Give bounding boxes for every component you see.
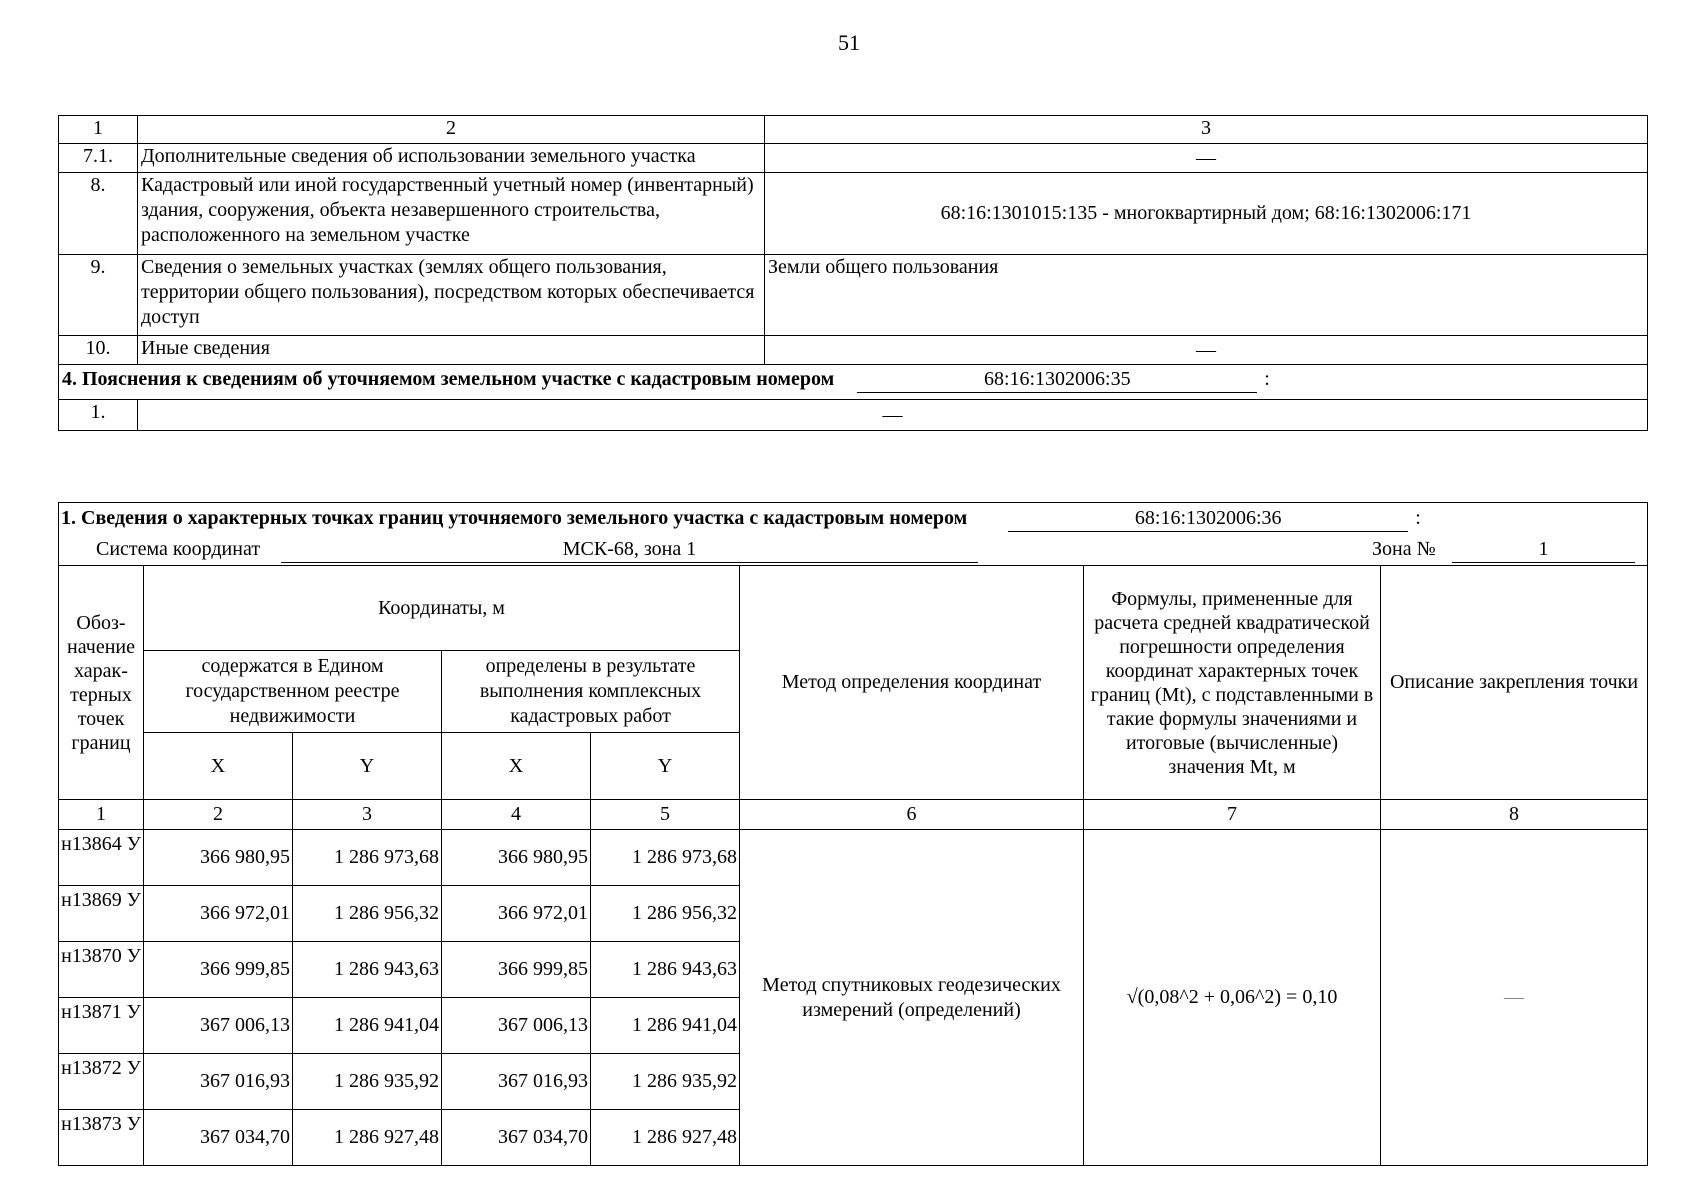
x-kkr: 367 006,13	[442, 998, 591, 1054]
y-egrn: 1 286 956,32	[293, 886, 442, 942]
coord-system-label: Система координат	[96, 537, 261, 560]
col-number: 5	[591, 800, 740, 830]
y-egrn: 1 286 927,48	[293, 1110, 442, 1166]
col-header-2: 2	[138, 116, 765, 144]
x-kkr: 366 972,01	[442, 886, 591, 942]
section4-cadastral-number: 68:16:1302006:35	[857, 367, 1257, 393]
col-number: 6	[740, 800, 1084, 830]
row-value: —	[765, 336, 1648, 365]
section4-colon: :	[1264, 368, 1270, 390]
row-value: Земли общего пользования	[765, 255, 1648, 336]
x-header: X	[144, 733, 293, 800]
desc-header: Описание закрепления точки	[1381, 566, 1648, 800]
point-name: н13873 У	[59, 1110, 144, 1166]
x-egrn: 366 999,85	[144, 942, 293, 998]
row-value: 68:16:1301015:135 - многоквартирный дом; 68:16:1302006:171	[765, 173, 1648, 255]
x-egrn: 366 972,01	[144, 886, 293, 942]
col-header-3: 3	[765, 116, 1648, 144]
y-kkr: 1 286 943,63	[591, 942, 740, 998]
col-number: 4	[442, 800, 591, 830]
section4-title: 4. Пояснения к сведениям об уточняемом земельном участке с кадастровым номером	[62, 368, 835, 390]
coord-system-cell	[59, 537, 1648, 566]
row-label: Сведения о земельных участках (землях общего пользования, территории общего пользования), посредством которых обеспечивается доступ	[138, 255, 765, 336]
row-value: —	[765, 144, 1648, 173]
coords-header: Координаты, м	[144, 566, 740, 651]
zone-label: Зона №	[1372, 537, 1436, 560]
page-number: 51	[838, 30, 860, 55]
row-number: 8.	[59, 173, 138, 255]
row-label: Кадастровый или иной государственный учетный номер (инвентарный) здания, сооружения, объекта незавершенного строительства, расположенного на земельном участке	[138, 173, 765, 255]
y-egrn: 1 286 935,92	[293, 1054, 442, 1110]
desc-value: —	[1381, 830, 1648, 1166]
x-egrn: 367 006,13	[144, 998, 293, 1054]
method-value: Метод спутниковых геодезических измерений (определений)	[740, 830, 1084, 1166]
point-name: н13871 У	[59, 998, 144, 1054]
point-name: н13872 У	[59, 1054, 144, 1110]
row-number: 1.	[59, 400, 138, 431]
col-number: 1	[59, 800, 144, 830]
y-egrn: 1 286 943,63	[293, 942, 442, 998]
row-number: 9.	[59, 255, 138, 336]
point-header: Обоз-начение харак-терных точек границ	[59, 566, 144, 800]
y-egrn: 1 286 973,68	[293, 830, 442, 886]
table-row	[59, 255, 1648, 336]
point-name: н13869 У	[59, 886, 144, 942]
row-number: 7.1.	[59, 144, 138, 173]
x-kkr: 367 016,93	[442, 1054, 591, 1110]
x-egrn: 367 016,93	[144, 1054, 293, 1110]
method-header: Метод определения координат	[740, 566, 1084, 800]
section4-title-cell	[59, 365, 1648, 400]
x-kkr: 366 980,95	[442, 830, 591, 886]
coord-system-row	[59, 537, 1648, 566]
x-header: X	[442, 733, 591, 800]
col-header-1: 1	[59, 116, 138, 144]
zone-value: 1	[1452, 537, 1635, 563]
col-number-row	[59, 800, 1648, 830]
land-plot-info-table	[58, 115, 1648, 431]
formula-value: √(0,08^2 + 0,06^2) = 0,10	[1084, 830, 1381, 1166]
y-kkr: 1 286 927,48	[591, 1110, 740, 1166]
y-kkr: 1 286 941,04	[591, 998, 740, 1054]
y-header: Y	[591, 733, 740, 800]
x-egrn: 366 980,95	[144, 830, 293, 886]
col-number: 8	[1381, 800, 1648, 830]
points-title: 1. Сведения о характерных точках границ уточняемого земельного участка с кадастровым номером	[61, 507, 968, 529]
y-kkr: 1 286 935,92	[591, 1054, 740, 1110]
formula-header: Формулы, примененные для расчета средней квадратической погрешности определения координат характерных точек границ (Mt), с подставленными в такие формулы значениями и итоговые (вычисленные) значения Mt, м	[1084, 566, 1381, 800]
coord-system-line	[61, 537, 1645, 565]
egrn-header: содержатся в Едином государственном реестре недвижимости	[144, 651, 442, 733]
table-row	[59, 144, 1648, 173]
y-kkr: 1 286 973,68	[591, 830, 740, 886]
y-kkr: 1 286 956,32	[591, 886, 740, 942]
points-colon: :	[1415, 507, 1421, 529]
col-number: 2	[144, 800, 293, 830]
x-kkr: 367 034,70	[442, 1110, 591, 1166]
section4-title-row	[59, 365, 1648, 400]
kkr-header: определены в результате выполнения комплексных кадастровых работ	[442, 651, 740, 733]
y-header: Y	[293, 733, 442, 800]
points-cadastral-number: 68:16:1302006:36	[1008, 506, 1408, 532]
points-title-cell	[59, 503, 1648, 537]
coord-system-value: МСК-68, зона 1	[281, 537, 978, 563]
points-title-row	[59, 503, 1648, 537]
y-egrn: 1 286 941,04	[293, 998, 442, 1054]
x-kkr: 366 999,85	[442, 942, 591, 998]
point-name: н13864 У	[59, 830, 144, 886]
header-row	[59, 116, 1648, 144]
row-label: Иные сведения	[138, 336, 765, 365]
boundary-points-table	[58, 502, 1648, 1166]
point-name: н13870 У	[59, 942, 144, 998]
col-number: 3	[293, 800, 442, 830]
row-number: 10.	[59, 336, 138, 365]
row-value: —	[138, 400, 1648, 431]
table-row	[59, 173, 1648, 255]
table-row	[59, 830, 1648, 886]
x-egrn: 367 034,70	[144, 1110, 293, 1166]
col-number: 7	[1084, 800, 1381, 830]
row-label: Дополнительные сведения об использовании земельного участка	[138, 144, 765, 173]
table-row	[59, 400, 1648, 431]
header-row-1	[59, 566, 1648, 651]
table-row	[59, 336, 1648, 365]
